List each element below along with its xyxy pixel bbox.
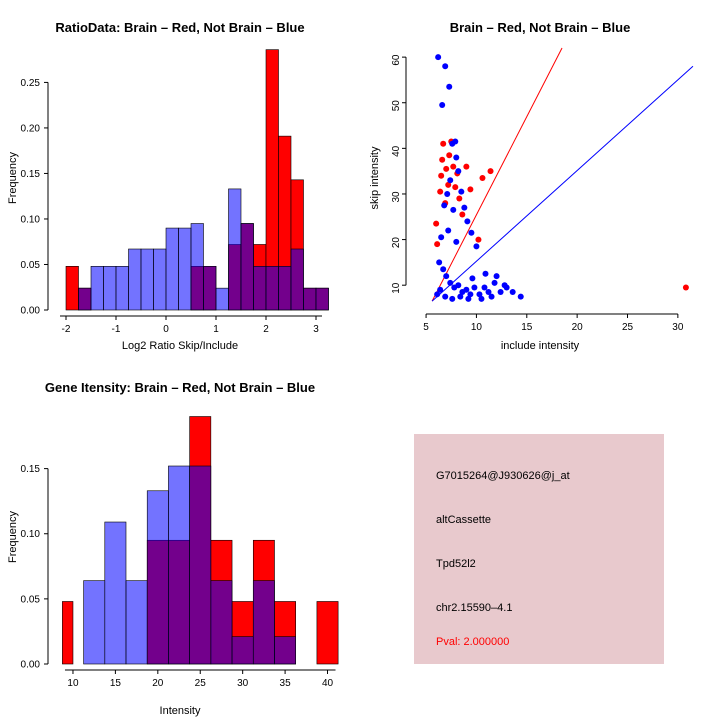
y-tick-label: 0.05	[20, 594, 40, 606]
scatter-point	[452, 184, 458, 190]
scatter-point	[452, 139, 458, 145]
scatter-point	[683, 284, 689, 290]
y-tick-label: 40	[391, 145, 402, 157]
scatter-point	[456, 196, 462, 202]
scatter-point	[439, 102, 445, 108]
info-locus: chr2.15590–4.1	[436, 602, 513, 614]
scatter-point	[440, 141, 446, 147]
scatter-point	[492, 280, 498, 286]
info-pvalue: Pval: 2.000000	[436, 636, 510, 648]
histogram-bar	[84, 581, 105, 664]
histogram-bar	[254, 266, 267, 310]
histogram-bar	[66, 266, 79, 310]
histogram-bar	[204, 266, 217, 310]
y-tick-label: 50	[391, 100, 402, 112]
y-tick-label: 0.10	[20, 214, 40, 226]
x-tick-label: 40	[321, 678, 334, 689]
axes	[369, 54, 684, 333]
histogram-bar	[211, 581, 232, 664]
scatter-point	[446, 152, 452, 158]
y-tick-label: 0.15	[20, 168, 40, 180]
x-tick-label: -1	[111, 324, 121, 335]
scatter-point	[481, 284, 487, 290]
info-gene-symbol: Tpd52l2	[436, 558, 476, 570]
plot-area	[432, 48, 693, 302]
scatter-point	[455, 282, 461, 288]
info-probe-id: G7015264@J930626@j_at	[436, 470, 570, 482]
scatter-point	[455, 168, 461, 174]
histogram-bar	[116, 266, 129, 310]
scatter-point	[442, 63, 448, 69]
histogram-bar	[147, 491, 168, 664]
scatter-point	[459, 211, 465, 217]
scatter-point	[478, 296, 484, 302]
scatter-point	[438, 234, 444, 240]
scatter-point	[453, 154, 459, 160]
histogram-bar	[126, 581, 147, 664]
histogram-bar	[241, 224, 254, 310]
gene-histogram-title: Gene Itensity: Brain – Red, Not Brain – Blue	[44, 380, 316, 395]
scatter-point	[439, 157, 445, 163]
y-tick-label: 0.00	[20, 305, 40, 317]
y-tick-label: 0.00	[20, 659, 40, 671]
x-tick-label: 15	[521, 322, 533, 333]
info-event-type: altCassette	[436, 514, 492, 526]
panel-ratio-histogram	[0, 0, 360, 360]
y-tick-label: 0.20	[20, 123, 40, 135]
scatter-point	[469, 275, 475, 281]
x-tick-label: 10	[470, 322, 482, 333]
y-tick-label: 30	[391, 191, 402, 203]
scatter-point	[482, 271, 488, 277]
scatter-point	[458, 189, 464, 195]
x-tick-label: 3	[313, 324, 319, 335]
histogram-bar	[79, 288, 92, 310]
histogram-bar	[216, 288, 229, 310]
y-tick-label: 0.15	[20, 464, 40, 476]
histogram-bar	[141, 249, 154, 310]
scatter-point	[435, 54, 441, 60]
y-axis-label: Frequency	[7, 511, 19, 563]
scatter-point	[475, 237, 481, 243]
panel-intensity-scatter	[360, 0, 720, 360]
scatter-point	[502, 282, 508, 288]
scatter-point	[434, 241, 440, 247]
x-tick-label: 20	[152, 678, 164, 689]
histogram-bar	[316, 288, 329, 310]
scatter-point	[489, 294, 495, 300]
histogram-bar	[91, 266, 104, 310]
scatter-point	[441, 202, 447, 208]
histogram-bar	[190, 466, 211, 664]
scatter-plot	[360, 32, 720, 362]
ratio-histogram-title: RatioData: Brain – Red, Not Brain – Blue	[55, 20, 305, 35]
scatter-point	[442, 294, 448, 300]
scatter-point	[463, 287, 469, 293]
y-tick-label: 20	[391, 237, 402, 249]
scatter-point	[467, 186, 473, 192]
histogram-bar	[104, 266, 117, 310]
x-tick-label: 15	[109, 678, 121, 689]
histogram-bar	[291, 249, 304, 310]
scatter-point	[453, 239, 459, 245]
histogram-bar	[279, 266, 292, 310]
histogram-bar	[166, 228, 179, 310]
scatter-point	[437, 287, 443, 293]
panel-gene-intensity-histogram	[0, 360, 360, 720]
y-axis-label: skip intensity	[369, 146, 381, 210]
x-tick-label: 1	[213, 324, 219, 335]
scatter-point	[433, 221, 439, 227]
ratio-histogram-xlabel: Log2 Ratio Skip/Include	[121, 340, 239, 352]
scatter-point	[447, 280, 453, 286]
histogram-bar	[317, 601, 338, 664]
gene-histogram-xlabel: Intensity	[159, 705, 201, 717]
x-tick-label: 10	[67, 678, 79, 689]
ratio-histogram-plot	[0, 32, 360, 362]
x-tick-label: 35	[279, 678, 291, 689]
scatter-point	[437, 189, 443, 195]
y-axis-label: Frequency	[7, 152, 19, 204]
scatter-point	[436, 259, 442, 265]
plot-area	[62, 417, 338, 664]
scatter-point	[450, 164, 456, 170]
y-tick-label: 10	[391, 282, 402, 294]
series-brain	[433, 139, 689, 291]
scatter-point	[457, 294, 463, 300]
histogram-bar	[232, 637, 253, 664]
scatter-point	[510, 289, 516, 295]
scatter-point	[445, 227, 451, 233]
scatter-point	[449, 296, 455, 302]
histogram-bar	[179, 228, 192, 310]
info-panel	[414, 434, 664, 664]
scatter-point	[446, 84, 452, 90]
histogram-bar	[266, 266, 279, 310]
scatter-point	[473, 243, 479, 249]
y-tick-label: 60	[391, 54, 402, 66]
histogram-bar	[304, 288, 317, 310]
histogram-bar	[154, 249, 167, 310]
histogram-bar	[191, 224, 204, 310]
gene-histogram-plot	[0, 396, 360, 716]
scatter-point	[443, 273, 449, 279]
x-tick-label: 20	[571, 322, 583, 333]
scatter-point	[479, 175, 485, 181]
y-tick-label: 0.25	[20, 77, 40, 89]
x-tick-label: 25	[621, 322, 634, 333]
scatter-point	[465, 296, 471, 302]
scatter-xlabel: include intensity	[500, 340, 580, 352]
scatter-point	[440, 266, 446, 272]
blue-line	[432, 66, 693, 301]
histogram-bar	[253, 581, 274, 664]
scatter-point	[471, 284, 477, 290]
scatter-point	[447, 177, 453, 183]
scatter-point	[463, 164, 469, 170]
scatter-point	[450, 207, 456, 213]
plot-area	[66, 50, 329, 310]
histogram-bar	[129, 249, 142, 310]
scatter-point	[464, 218, 470, 224]
scatter-point	[438, 173, 444, 179]
histogram-bar	[229, 189, 242, 310]
scatter-point	[443, 166, 449, 172]
x-tick-label: 30	[237, 678, 249, 689]
scatter-point	[468, 230, 474, 236]
scatter-point	[518, 294, 524, 300]
scatter-point	[488, 168, 494, 174]
scatter-point	[461, 205, 467, 211]
histogram-bar	[62, 601, 73, 664]
x-tick-label: 5	[423, 322, 429, 333]
x-tick-label: 30	[672, 322, 684, 333]
y-tick-label: 0.10	[20, 529, 40, 541]
scatter-title: Brain – Red, Not Brain – Blue	[449, 20, 631, 35]
x-tick-label: 2	[263, 324, 269, 335]
y-tick-label: 0.05	[20, 259, 40, 271]
x-tick-label: -2	[61, 324, 71, 335]
histogram-bar	[274, 637, 295, 664]
scatter-point	[494, 273, 500, 279]
x-tick-label: 0	[163, 324, 169, 335]
scatter-point	[444, 191, 450, 197]
x-tick-label: 25	[194, 678, 206, 689]
histogram-bar	[105, 522, 126, 664]
scatter-point	[498, 289, 504, 295]
histogram-bar	[168, 466, 189, 664]
series-not-brain	[434, 54, 524, 302]
